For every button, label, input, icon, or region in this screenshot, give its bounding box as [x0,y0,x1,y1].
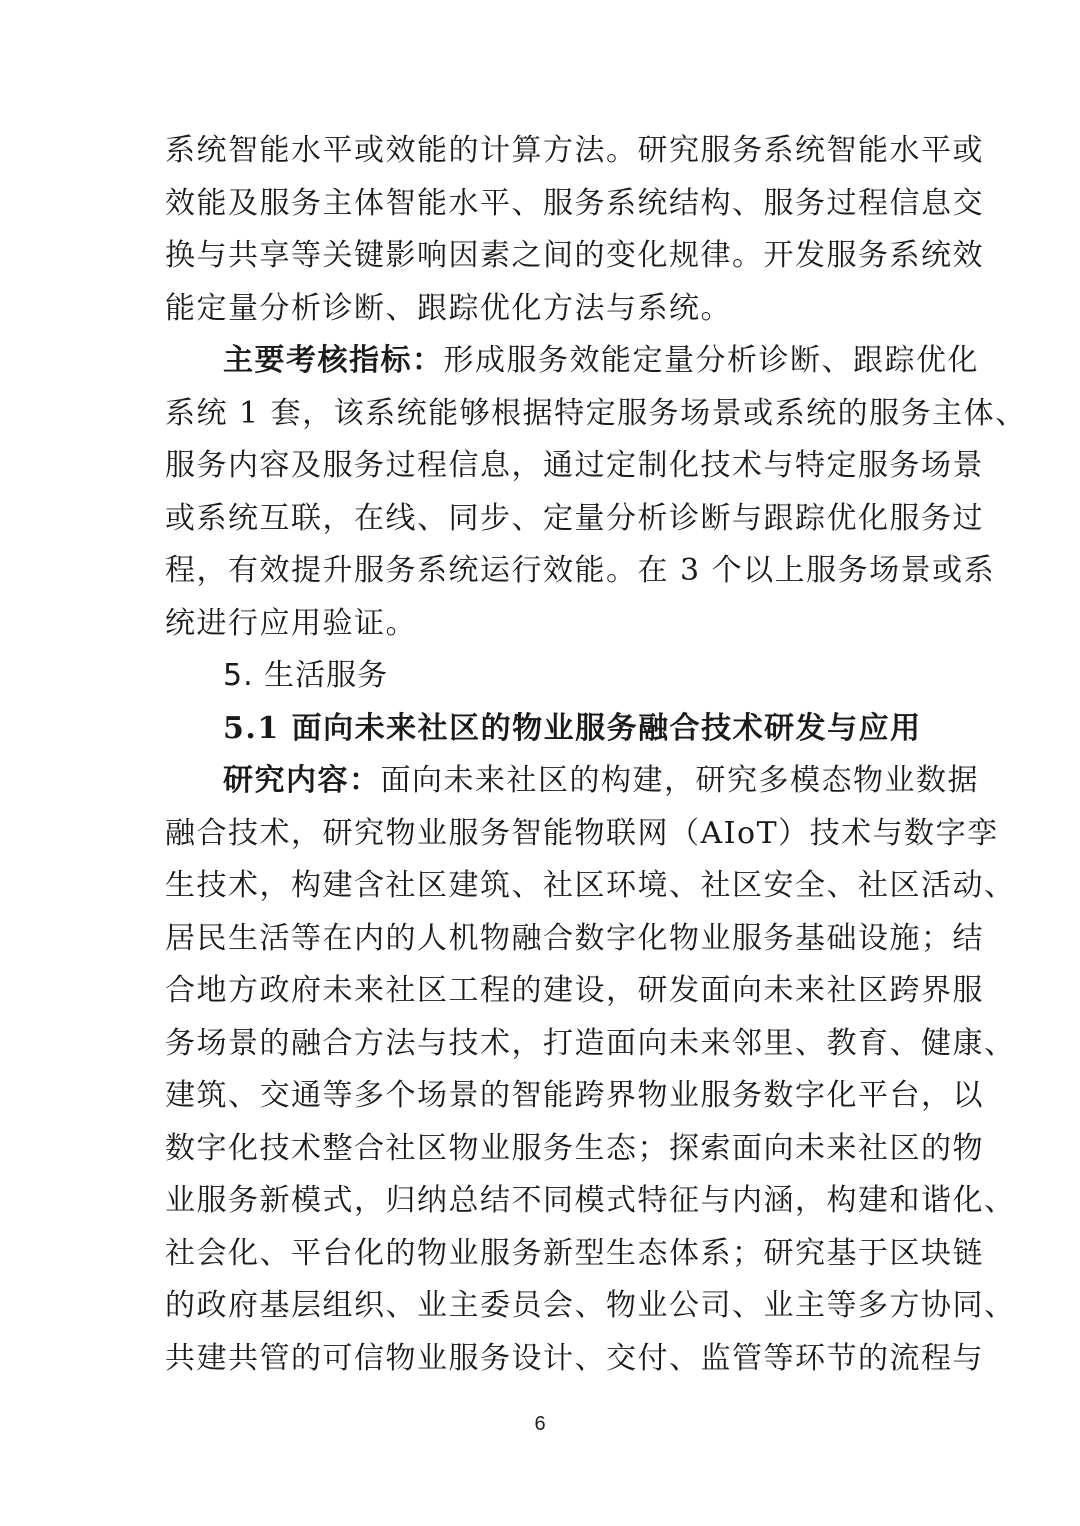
paragraph-line: 的政府基层组织、业主委员会、物业公司、业主等多方协同、 [165,1288,1016,1323]
paragraph-line: 业服务新模式，归纳总结不同模式特征与内涵，构建和谐化、 [165,1183,1016,1218]
paragraph-line [165,755,979,808]
paragraph-line: 生技术，构建含社区建筑、社区环境、社区安全、社区活动、 [165,868,1016,903]
paragraph-text: 面向未来社区的构建，研究多模态物业数据 [380,763,979,798]
subsection-heading: 5.1 面向未来社区的物业服务融合技术研发与应用 [223,710,922,746]
assessment-label: 主要考核指标： [223,343,444,378]
paragraph-text: 形成服务效能定量分析诊断、跟踪优化 [443,343,979,378]
page-number: 6 [534,1413,546,1435]
research-content-label: 研究内容： [223,763,381,798]
paragraph-line: 建筑、交通等多个场景的智能跨界物业服务数字化平台，以 [165,1078,984,1113]
section-heading: 5. 生活服务 [223,658,389,693]
paragraph-line: 或系统互联，在线、同步、定量分析诊断与跟踪优化服务过 [165,500,984,536]
paragraph-line: 系统智能水平或效能的计算方法。研究服务系统智能水平或 [165,133,984,168]
body-text [165,125,1027,1385]
paragraph-line: 效能及服务主体智能水平、服务系统结构、服务过程信息交 [165,185,984,221]
paragraph-line: 合地方政府未来社区工程的建设，研发面向未来社区跨界服 [165,973,984,1008]
paragraph-line: 服务内容及服务过程信息，通过定制化技术与特定服务场景 [165,448,984,483]
paragraph-line: 务场景的融合方法与技术，打造面向未来邻里、教育、健康、 [165,1025,1016,1061]
paragraph-line: 程，有效提升服务系统运行效能。在 3 个以上服务场景或系 [165,553,996,588]
paragraph-line [165,335,979,388]
paragraph-line: 统进行应用验证。 [165,605,417,641]
paragraph-line: 系统 1 套，该系统能够根据特定服务场景或系统的服务主体、 [165,395,1027,431]
paragraph-line: 社会化、平台化的物业服务新型生态体系；研究基于区块链 [165,1235,984,1271]
paragraph-line: 换与共享等关键影响因素之间的变化规律。开发服务系统效 [165,238,984,273]
paragraph-line: 居民生活等在内的人机物融合数字化物业服务基础设施；结 [165,920,984,956]
paragraph-line: 数字化技术整合社区物业服务生态；探索面向未来社区的物 [165,1130,984,1166]
paragraph-line: 共建共管的可信物业服务设计、交付、监管等环节的流程与 [165,1340,984,1376]
paragraph-line: 融合技术，研究物业服务智能物联网（AIoT）技术与数字孪 [165,815,999,851]
paragraph-line: 能定量分析诊断、跟踪优化方法与系统。 [165,290,732,326]
